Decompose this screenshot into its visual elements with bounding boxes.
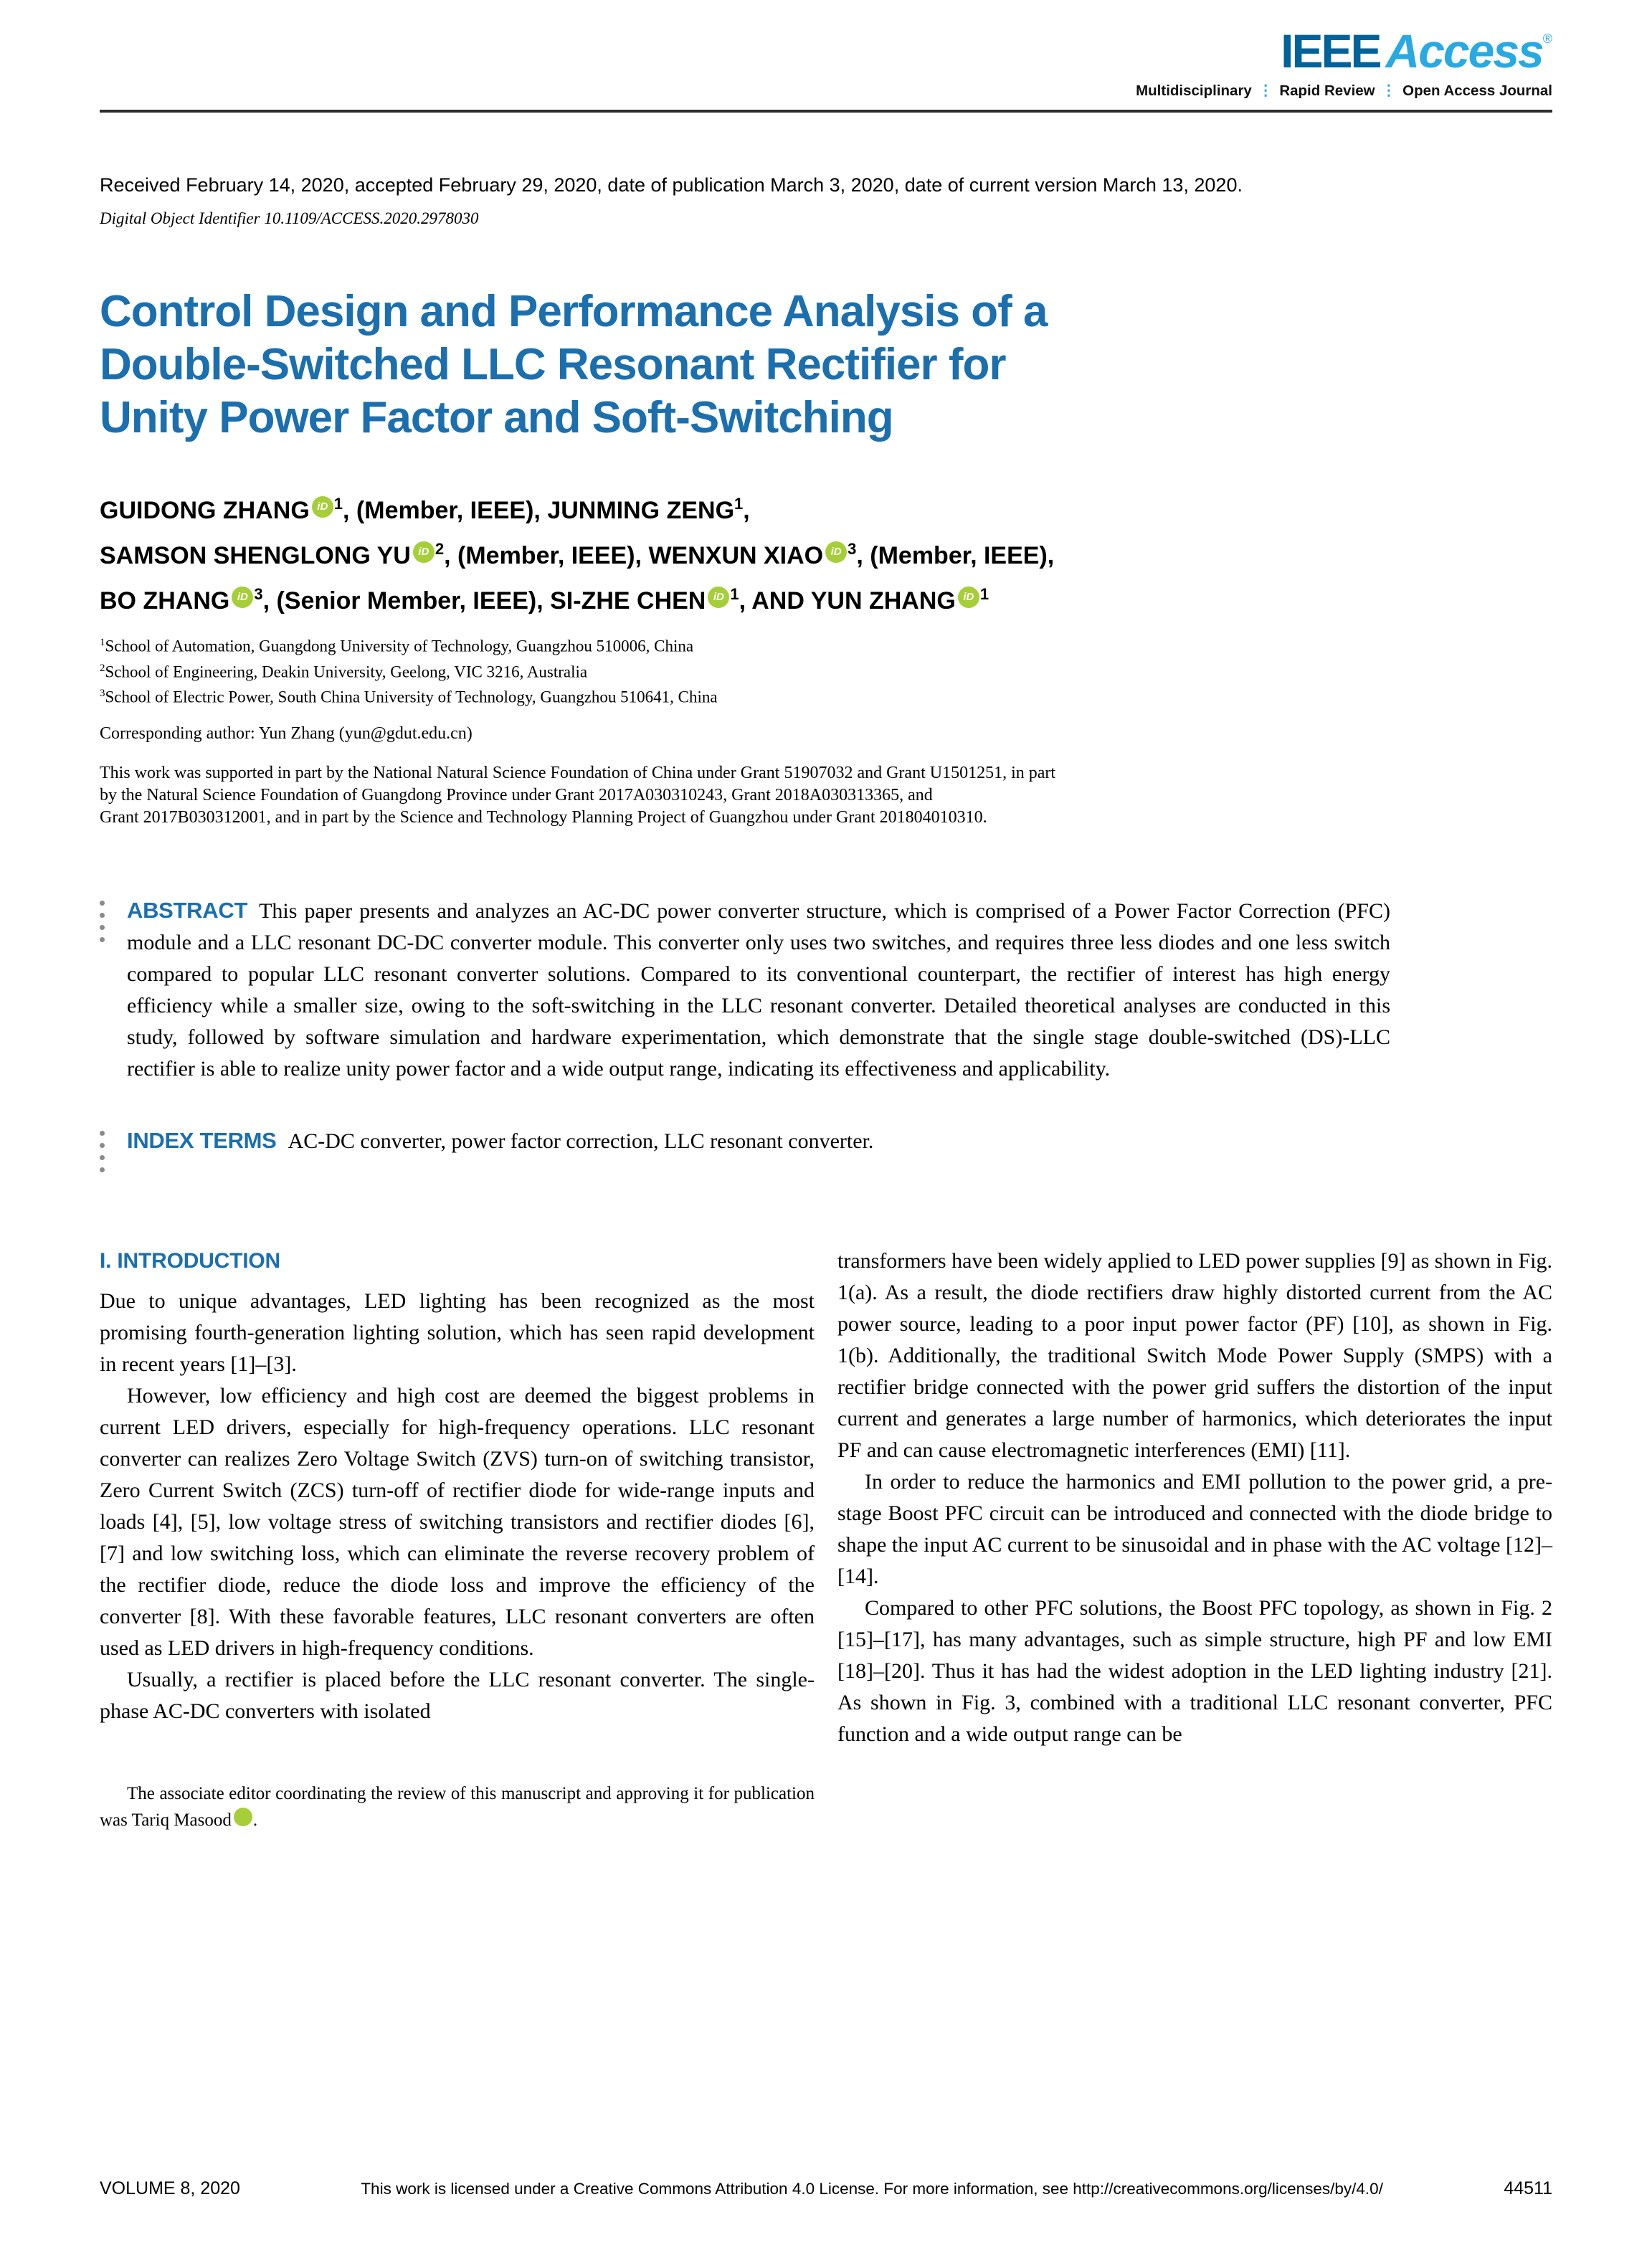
doi-line: Digital Object Identifier 10.1109/ACCESS.2020.2978030 (100, 209, 479, 227)
index-terms-paragraph (127, 1125, 1390, 1180)
dotted-rule (100, 895, 105, 1085)
tagline-open-access: Open Access Journal (1402, 82, 1552, 99)
orcid-icon[interactable]: iD (825, 541, 847, 563)
abstract-section (100, 895, 1552, 1085)
abstract-paragraph (127, 895, 1390, 1085)
affiliation-line (100, 658, 1552, 683)
ieee-access-logo (1136, 24, 1552, 100)
author-name: GUIDONG ZHANG (100, 497, 310, 524)
abstract-text: This paper presents and analyzes an AC-DC power converter structure, which is comprised of a Power Factor Correction (PFC) module and a LLC resonant DC-DC converter module. This converter only uses two switches, and requires three less diodes and one less switch compared to popular LLC resonant converter solutions. Compared to its conventional counterpart, the rectifier of interest has high energy efficiency while a smaller size, owing to the soft-switching in the LLC resonant converter. Detailed theoretical analyses are conducted in this study, followed by software simulation and hardware experimentation, which demonstrate that the single stage double-switched (DS)-LLC rectifier is able to realize unity power factor and a wide output range, indicating its effectiveness and applicability. (127, 898, 1390, 1081)
affiliation-superscript: 3 (254, 585, 263, 603)
author-role: , (Member, IEEE), (444, 542, 649, 569)
body-paragraph: Usually, a rectifier is placed before the LLC resonant converter. The single-phase AC-DC converters with isolated (100, 1667, 815, 1723)
funding-line-3: Grant 2017B030312001, and in part by the Science and Technology Planning Project of Guangzhou under Grant 201804010310. (100, 807, 987, 827)
author-line-2 (100, 530, 1552, 575)
footnote-text: The associate editor coordinating the review of this manuscript and approving it for publication was Tariq Masood (100, 1783, 815, 1830)
access-logo-text: Access (1385, 24, 1543, 77)
journal-tagline (1136, 82, 1552, 100)
author-line-3 (100, 575, 1552, 620)
ieee-logo-text: IEEE (1281, 24, 1380, 77)
funding-statement (100, 762, 1552, 829)
page-footer (100, 2178, 1552, 2199)
tagline-rapid-review: Rapid Review (1279, 82, 1375, 99)
affiliation-text: School of Electric Power, South China University of Technology, Guangzhou 510641, China (105, 688, 718, 706)
orcid-icon[interactable]: iD (958, 587, 979, 608)
affiliation-line (100, 683, 1552, 708)
author-role: , (Senior Member, IEEE), (262, 587, 551, 614)
affiliation-number: 2 (100, 662, 105, 674)
index-terms-heading: INDEX TERMS (127, 1127, 277, 1153)
body-columns (100, 1245, 1552, 1833)
author-role: , AND (739, 587, 811, 614)
author-name: JUNMING ZENG (547, 497, 735, 524)
orcid-icon[interactable]: iD (234, 1808, 252, 1826)
body-paragraph: Compared to other PFC solutions, the Boost PFC topology, as shown in Fig. 2 [15]–[17], has many advantages, such as simple structure, high PF and low EMI [18]–[20]. Thus it has had the widest adoption in the LED lighting industry [21]. As shown in Fig. 3, combined with a traditional LLC resonant converter, PFC function and a wide output range can be (837, 1595, 1552, 1746)
section-heading-introduction: I. INTRODUCTION (100, 1248, 280, 1273)
affiliations (100, 632, 1552, 708)
left-column (100, 1245, 815, 1833)
orcid-icon[interactable]: iD (708, 587, 729, 608)
body-paragraph: Due to unique advantages, LED lighting has been recognized as the most promising fourth-generation lighting solution, which has seen rapid development in recent years [1]–[3]. (100, 1288, 815, 1376)
affiliation-superscript: 2 (435, 540, 445, 558)
footer-page-number: 44511 (1504, 2178, 1552, 2198)
orcid-icon[interactable]: iD (312, 496, 333, 518)
ieee-access-wordmark (1136, 24, 1552, 77)
registered-mark: ® (1542, 32, 1552, 46)
orcid-icon[interactable]: iD (232, 587, 253, 608)
affiliation-superscript: 1 (333, 495, 343, 513)
footnote-period: . (252, 1810, 258, 1830)
orcid-icon[interactable]: iD (413, 541, 435, 563)
associate-editor-footnote (100, 1780, 815, 1833)
tagline-multidisciplinary: Multidisciplinary (1136, 82, 1252, 99)
corresponding-author-line: Corresponding author: Yun Zhang (yun@gdut.edu.cn) (100, 723, 473, 743)
affiliation-number: 3 (100, 688, 105, 700)
affiliation-superscript: 1 (734, 495, 744, 513)
dotted-rule (100, 1125, 105, 1180)
affiliation-text: School of Engineering, Deakin University, Geelong, VIC 3216, Australia (105, 663, 588, 681)
body-paragraph: However, low efficiency and high cost are deemed the biggest problems in current LED drivers, especially for high-frequency operations. LLC resonant converter can realizes Zero Voltage Switch (ZVS) turn-on of switching transistor, Zero Current Switch (ZCS) turn-off of rectifier diode for wide-range inputs and loads [4], [5], low voltage stress of switching transistors and rectifier diodes [6], [7] and low switching loss, which can eliminate the reverse recovery problem of the rectifier diode, reduce the diode loss and improve the efficiency of the converter [8]. With these favorable features, LLC resonant converters are often used as LED drivers in high-frequency conditions. (100, 1383, 815, 1660)
index-terms-text: AC-DC converter, power factor correction, LLC resonant converter. (288, 1129, 874, 1153)
author-name: SAMSON SHENGLONG YU (100, 542, 411, 569)
abstract-heading: ABSTRACT (127, 897, 248, 923)
affiliation-superscript: 1 (730, 585, 739, 603)
header-rule (100, 110, 1552, 113)
affiliation-superscript: 1 (979, 585, 989, 603)
body-paragraph: transformers have been widely applied to LED power supplies [9] as shown in Fig. 1(a). As a result, the diode rectifiers draw highly distorted current from the AC power source, leading to a poor input power factor (PF) [10], as shown in Fig. 1(b). Additionally, the traditional Switch Mode Power Supply (SMPS) with a rectifier bridge connected with the power grid suffers the distortion of the input current and generates a large number of harmonics, which deteriorates the input PF and can cause electromagnetic interferences (EMI) [11]. (837, 1248, 1552, 1462)
author-list (100, 485, 1552, 620)
affiliation-line (100, 632, 1552, 658)
paper-title-line-2: Double-Switched LLC Resonant Rectifier for (100, 340, 1006, 389)
tagline-separator-icon: ⋮ (1381, 82, 1397, 99)
funding-line-2: by the Natural Science Foundation of Guangdong Province under Grant 2017A030310243, Grant 2018A030313365, and (100, 785, 933, 805)
author-role: , (743, 497, 750, 524)
right-column (837, 1245, 1552, 1833)
paper-title (100, 285, 1552, 445)
author-name: SI-ZHE CHEN (550, 587, 706, 614)
index-terms-section (100, 1125, 1552, 1180)
author-name: WENXUN XIAO (648, 542, 824, 569)
author-name: BO ZHANG (100, 587, 230, 614)
footer-license: This work is licensed under a Creative Commons Attribution 4.0 License. For more information, see http://creativecommons.org/licenses/by/4.0/ (361, 2180, 1383, 2198)
page-header (100, 0, 1552, 100)
paper-title-line-3: Unity Power Factor and Soft-Switching (100, 393, 893, 442)
affiliation-superscript: 3 (848, 540, 857, 558)
author-role: , (Member, IEEE), (856, 542, 1055, 569)
received-dates-line: Received February 14, 2020, accepted February 29, 2020, date of publication March 3, 2020, date of current version March 13, 2020. (100, 174, 1243, 196)
author-role: , (Member, IEEE), (343, 497, 548, 524)
author-line-1 (100, 485, 1552, 530)
body-paragraph: In order to reduce the harmonics and EMI pollution to the power grid, a pre-stage Boost PFC circuit can be introduced and connected with the diode bridge to shape the input AC current to be sinusoidal and in phase with the AC voltage [12]–[14]. (837, 1469, 1552, 1588)
funding-line-1: This work was supported in part by the National Natural Science Foundation of China under Grant 51907032 and Grant U1501251, in part (100, 763, 1056, 782)
tagline-separator-icon: ⋮ (1258, 82, 1273, 99)
paper-title-line-1: Control Design and Performance Analysis of a (100, 287, 1048, 336)
affiliation-text: School of Automation, Guangdong University of Technology, Guangzhou 510006, China (105, 637, 694, 655)
author-name: YUN ZHANG (810, 587, 956, 614)
affiliation-number: 1 (100, 637, 105, 648)
footer-volume: VOLUME 8, 2020 (100, 2178, 240, 2198)
